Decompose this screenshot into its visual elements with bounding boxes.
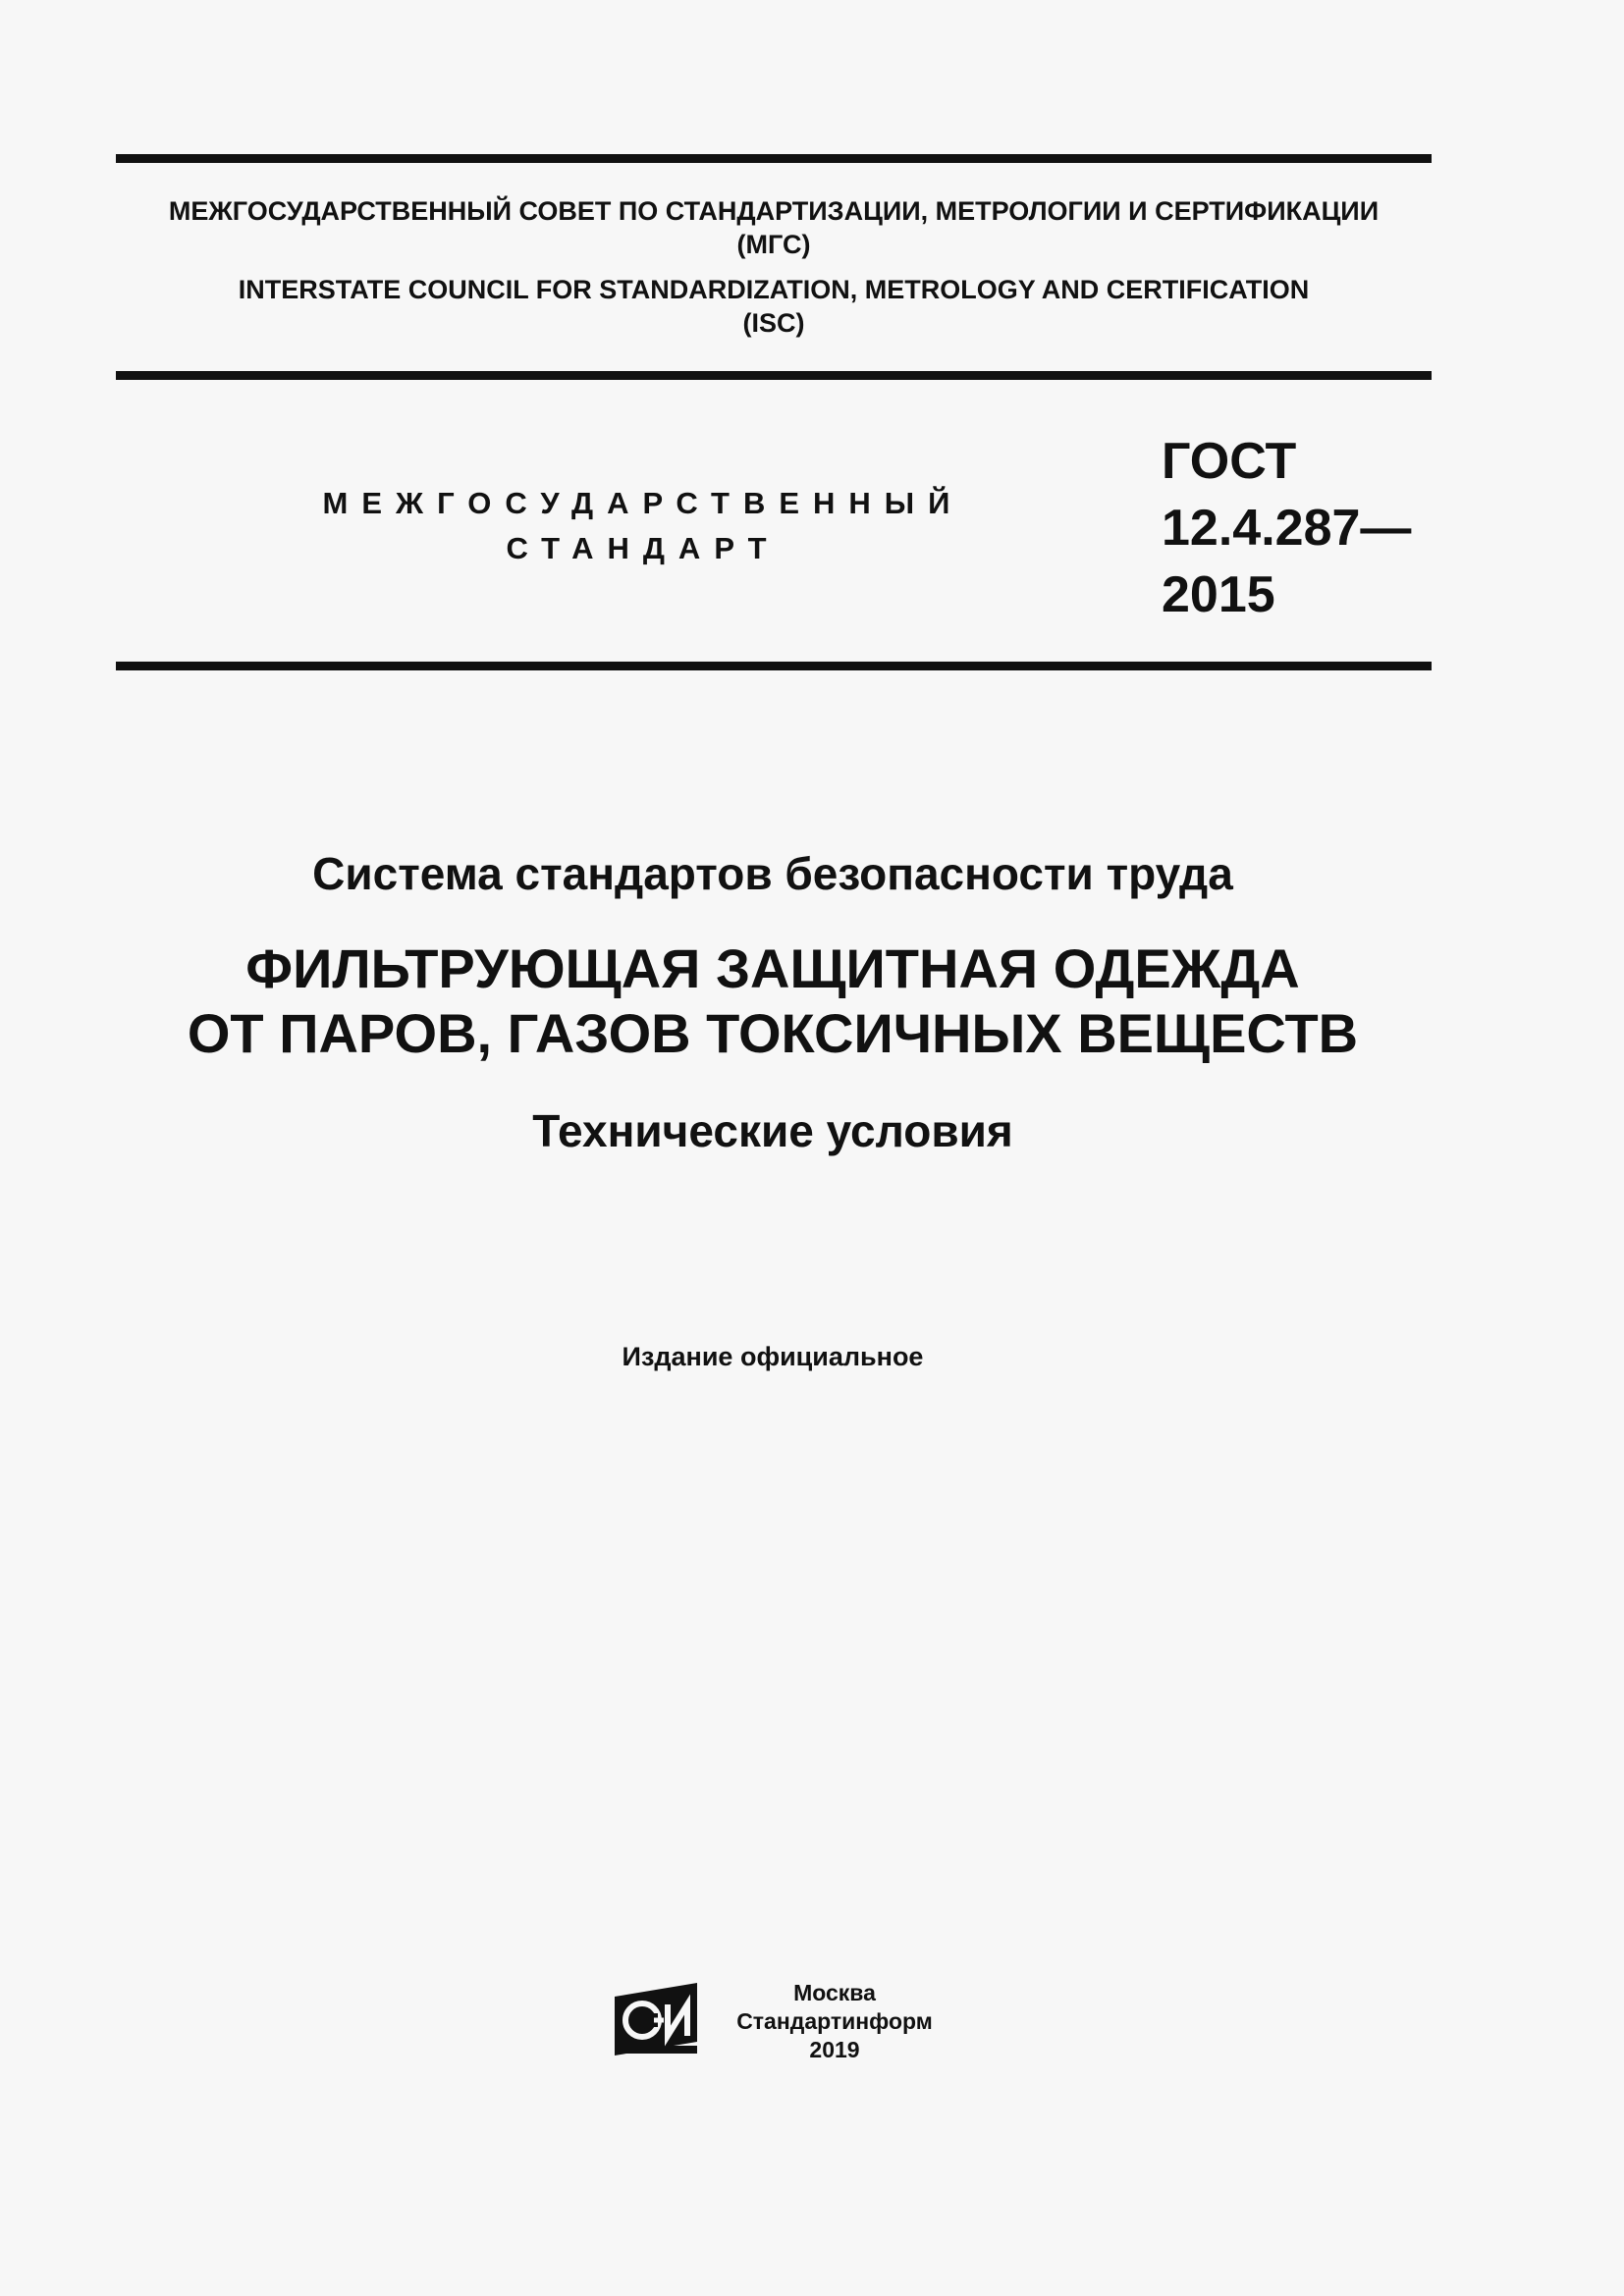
header-divider bbox=[116, 371, 1432, 380]
standard-series: Система стандартов безопасности труда bbox=[312, 848, 1233, 899]
document-title bbox=[0, 936, 1545, 1066]
document-subtitle: Технические условия bbox=[532, 1105, 1013, 1156]
gost-year: 2015 bbox=[1162, 566, 1275, 623]
edition-label: Издание официальное bbox=[622, 1342, 924, 1371]
top-divider bbox=[116, 154, 1432, 163]
standard-type bbox=[285, 481, 1001, 571]
designation-divider bbox=[116, 662, 1432, 670]
publisher-year: 2019 bbox=[809, 2037, 860, 2062]
council-name-ru: МЕЖГОСУДАРСТВЕННЫЙ СОВЕТ ПО СТАНДАРТИЗАЦИИ, МЕТРОЛОГИИ И СЕРТИФИКАЦИИ bbox=[168, 196, 1380, 226]
council-header bbox=[116, 194, 1432, 340]
standard-type-line1: МЕЖГОСУДАРСТВЕННЫЙ bbox=[322, 486, 964, 520]
standard-type-line2: СТАНДАРТ bbox=[506, 531, 781, 565]
publisher-city: Москва bbox=[793, 1980, 876, 2005]
document-title-line1: ФИЛЬТРУЮЩАЯ ЗАЩИТНАЯ ОДЕЖДА bbox=[245, 937, 1300, 999]
gost-designation bbox=[1162, 428, 1411, 628]
publisher-name: Стандартинформ bbox=[736, 2008, 933, 2034]
standartinform-logo-icon bbox=[611, 1981, 705, 2057]
council-name-en: INTERSTATE COUNCIL FOR STANDARDIZATION, METROLOGY AND CERTIFICATION bbox=[238, 275, 1310, 304]
council-abbr-ru: (МГС) bbox=[736, 230, 811, 259]
document-title-line2: ОТ ПАРОВ, ГАЗОВ ТОКСИЧНЫХ ВЕЩЕСТВ bbox=[187, 1002, 1359, 1064]
gost-prefix: ГОСТ bbox=[1162, 433, 1297, 490]
publisher-block bbox=[707, 1979, 962, 2064]
gost-number: 12.4.287— bbox=[1162, 500, 1412, 557]
council-abbr-en: (ISC) bbox=[742, 308, 805, 338]
